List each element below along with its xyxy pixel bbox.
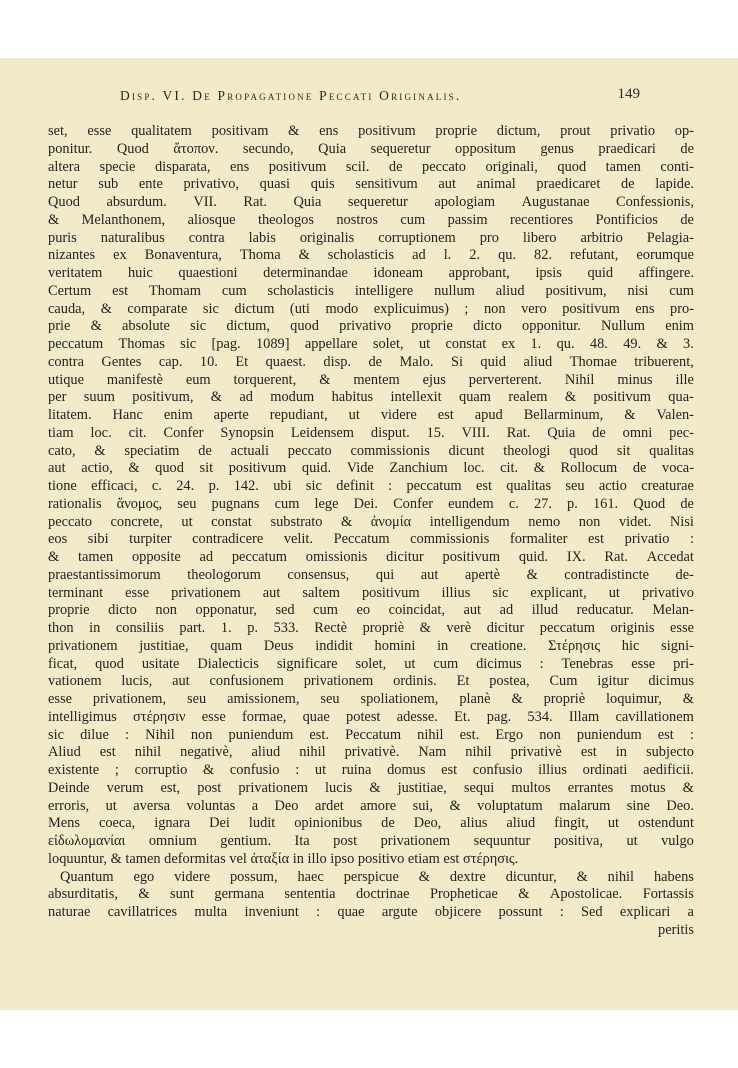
text-line: naturae cavillatrices multa inveniunt : quae argute objicere possunt : Sed explicari a <box>48 904 694 920</box>
text-line: nizantes ex Bonaventura, Thoma & scholasticis ad l. 2. qu. 82. refutant, eorumque <box>48 247 694 264</box>
text-line: absurditatis, & sunt germana sententia doctrinae Propheticae & Apostolicae. Fortassis <box>48 886 694 903</box>
text-line: per suum positivum, & ad modum habitus intellexit quam realem & positivum qua- <box>48 389 694 406</box>
text-line: tione efficaci, c. 24. p. 142. ubi sic definit : peccatum est qualitas seu actio creaturae <box>48 478 694 494</box>
text-line: rationalis ἄνομος, seu pugnans cum lege Dei. Confer eundem c. 27. p. 161. Quod de <box>48 495 694 512</box>
text-line: peritis <box>658 921 694 938</box>
text-line: loquuntur, & tamen deformitas vel ἀταξία in illo ipso positivo etiam est στέρησις. <box>48 850 519 867</box>
text-line: peccato concrete, ut constat substrato & ἀνομία intelligendum nemo non videt. Nisi <box>48 513 694 530</box>
text-line: Quod absurdum. VII. Rat. Quia sequeretur apologiam Augustanae Confessionis, <box>48 194 694 210</box>
text-line: peccatum Thomas sic [pag. 1089] appellare solet, ut constat ex 1. qu. 48. 49. & 3. <box>48 336 694 352</box>
text-line: tiam loc. cit. Confer Synopsin Leidensem disput. 15. VIII. Rat. Quia de omni pec- <box>48 424 694 441</box>
text-line: esse privationem, seu amissionem, seu spoliationem, planè & propriè loquimur, & <box>48 691 694 707</box>
page-number: 149 <box>617 86 640 102</box>
page-header <box>0 88 738 108</box>
text-line: Quantum ego videre possum, haec perspicue & dextre dicuntur, & nihil habens <box>60 868 694 885</box>
text-line: litatem. Hanc enim aperte repudiant, ut videre est apud Bellarminum, & Valen- <box>48 407 694 423</box>
text-line: praestantissimorum theologorum consensus, qui aut apertè & contradistincte de- <box>48 566 694 583</box>
text-line: sic dilue : Nihil non puniendum est. Peccatum nihil est. Ergo non puniendum est : <box>48 726 694 743</box>
text-line: erroris, ut aversa voluntas a Deo ardet amore sui, & voluptatum malarum sine Deo. <box>48 797 694 814</box>
text-line: existente ; corruptio & confusio : ut ruina domus est confusio illius ordinati aedificii. <box>48 762 694 778</box>
text-line: & tamen opposite ad peccatum omissionis dicitur positivum quid. IX. Rat. Accedat <box>48 549 694 565</box>
text-line: privationem justitiae, quam Deus indidit homini in creatione. Στέρησις hic signi- <box>48 637 694 654</box>
text-line: & Melanthonem, aliosque theologos nostros cum passim recentiores Pontificios de <box>48 211 694 228</box>
text-line: ficat, quod usitate Dialecticis significare solet, ut cum dicimus : Tenebras esse pri- <box>48 655 694 672</box>
text-line: netur sub ente privativo, quasi quis sensitivum aut animal praedicaret de lapide. <box>48 176 694 193</box>
text-line: Mens coeca, ignara Dei ludit opinionibus de Deo, alius aliud fingit, ut ostendunt <box>48 815 694 832</box>
text-line: Certum est Thomam cum scholasticis intelligere nullum aliud positivum, nisi cum <box>48 282 694 299</box>
text-line: terminant esse privationem aut saltem positivum illius sic explicant, ut privativo <box>48 584 694 601</box>
text-line: veritatem huic quaestioni determinandae idoneam approbant, ipsis quid affingere. <box>48 265 694 281</box>
text-line: Aliud est nihil negativè, aliud nihil privativè. Nam nihil privativè est in subjecto <box>48 744 694 761</box>
text-line: Deinde verum est, post privationem lucis & justitiae, sequi multos errantes motus & <box>48 779 694 796</box>
text-line: prie & absolute sic dictum, quod privativo proprie dicto opponitur. Nullum enim <box>48 318 694 335</box>
text-line: vationem lucis, aut confusionem privationem ordinis. Et postea, Cum igitur dicimus <box>48 673 694 690</box>
text-line: utique manifestè eum torquerent, & mentem ejus perverterent. Nihil minus ille <box>48 371 694 388</box>
text-line: thon in consiliis part. 1. p. 533. Rectè propriè & verè dicitur peccatum originis esse <box>48 620 694 636</box>
text-line: puris naturalibus contra labis originalis corruptionem pro libero arbitrio Pelagia- <box>48 229 694 246</box>
text-line: aut actio, & quod sit positivum quid. Vide Zanchium loc. cit. & Rollocum de voca- <box>48 460 694 477</box>
document-page <box>0 58 738 1010</box>
text-line: contra Gentes cap. 10. Et quaest. disp. de Malo. Si quid aliud Thomae tribuerent, <box>48 353 694 370</box>
text-line: εἰδωλομανίαι omnium gentium. Ita post privationem sequuntur positiva, ut vulgo <box>48 833 694 849</box>
text-line: ponitur. Quod ἄτοπον. secundo, Quia sequeretur oppositum genus praedicari de <box>48 140 694 157</box>
text-line: set, esse qualitatem positivam & ens positivum proprie dictum, prout privatio op- <box>48 123 694 139</box>
text-line: altera specie disparata, ens positivum scil. de peccato originali, quod tamen conti- <box>48 158 694 175</box>
text-line: eos sibi turpiter contradicere velit. Peccatum commissionis formaliter est privatio : <box>48 531 694 548</box>
text-line: proprie dicto non opponatur, sed cum eo coincidat, aut ad illud reducatur. Melan- <box>48 602 694 619</box>
text-line: cato, & speciatim de actuali peccato commissionis dicunt theologi quod sit qualitas <box>48 442 694 459</box>
text-line: intelligimus στέρησιν esse formae, quae potest adesse. Et. pag. 534. Illam cavillationem <box>48 708 694 725</box>
body-text <box>48 123 694 940</box>
running-head: Disp. VI. De Propagatione Peccati Originalis. <box>120 88 462 103</box>
text-line: cauda, & comparate sic dictum (uti modo explicuimus) ; non vero positivum ens pro- <box>48 300 694 317</box>
